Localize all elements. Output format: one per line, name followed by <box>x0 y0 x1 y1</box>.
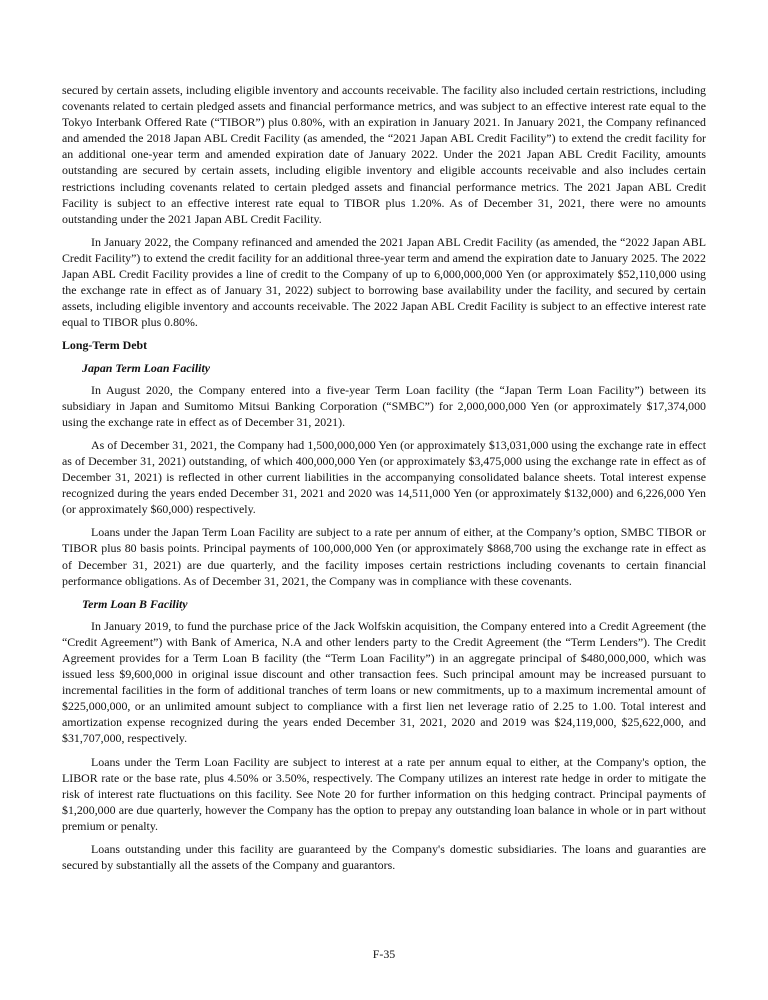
paragraph-japan-abl-2021: secured by certain assets, including eligible inventory and accounts receivable. The facility also included certain restrictions, including covenants related to certain pledged assets and financial performance metrics, and was subject to an effective interest rate equal to the Tokyo Interbank Offered Rate (“TIBOR”) plus 0.80%, with an expiration in January 2021. In January 2021, the Company refinanced and amended the 2018 Japan ABL Credit Facility (as amended, the “2021 Japan ABL Credit Facility”) to extend the credit facility for an additional one-year term and amended expiration date of January 2022. Under the 2021 Japan ABL Credit Facility, amounts outstanding are secured by certain assets, including eligible inventory and eligible accounts receivable and also includes certain restrictions including covenants related to certain pledged assets and financial performance metrics. The 2021 Japan ABL Credit Facility is subject to an effective interest rate equal to TIBOR plus 1.20%. As of December 31, 2021, there were no amounts outstanding under the 2021 Japan ABL Credit Facility. <box>62 83 706 226</box>
subheading-term-loan-b: Term Loan B Facility <box>82 596 188 611</box>
paragraph-term-loan-b-interest: Loans under the Term Loan Facility are subject to interest at a rate per annum equal to either, at the Company's option, the LIBOR rate or the base rate, plus 4.50% or 3.50%, respectively. The Company utilizes an interest rate hedge in order to mitigate the risk of interest rate fluctuations on this facility. See Note 20 for further information on this hedging contract. Principal payments of $1,200,000 are due quarterly, however the Company has the option to prepay any outstanding loan balance in whole or in part without premium or penalty. <box>62 754 706 833</box>
section-heading-long-term-debt: Long-Term Debt <box>62 338 148 353</box>
subheading-japan-term-loan: Japan Term Loan Facility <box>82 360 211 375</box>
paragraph-term-loan-b-intro: In January 2019, to fund the purchase price of the Jack Wolfskin acquisition, the Company entered into a Credit Agreement (the “Credit Agreement”) with Bank of America, N.A and other lenders party to the Credit Agreement (the “Term Lenders”). The Credit Agreement provides for a Term Loan B facility (the “Term Loan Facility”) in an aggregate principal of $480,000,000, which was issued less $9,600,000 in original issue discount and other transaction fees. Such principal amount may be increased pursuant to incremental facilities in the form of additional tranches of term loans or new commitments, up to a maximum incremental amount of $225,000,000, or an unlimited amount subject to compliance with a first lien net leverage ratio of 2.25 to 1.00. Total interest and amortization expense recognized during the years ended December 31, 2021, 2020 and 2019 was $24,119,000, $25,622,000, and $31,707,000, respectively. <box>62 618 706 746</box>
document-body <box>62 82 706 880</box>
paragraph-japan-abl-2022: In January 2022, the Company refinanced and amended the 2021 Japan ABL Credit Facility (as amended, the “2022 Japan ABL Credit Facility”) to extend the credit facility for an additional three-year term and amend the expiration date to January 2025. The 2022 Japan ABL Credit Facility provides a line of credit to the Company of up to 6,000,000,000 Yen (or approximately $52,110,000 using the exchange rate in effect as of January 31, 2022) subject to borrowing base availability under the facility, and secured by certain assets, including eligible inventory and accounts receivable. The 2022 Japan ABL Credit Facility is subject to an effective interest rate equal to TIBOR plus 0.80%. <box>62 234 706 330</box>
paragraph-japan-term-loan-rate: Loans under the Japan Term Loan Facility are subject to a rate per annum of either, at the Company’s option, SMBC TIBOR or TIBOR plus 80 basis points. Principal payments of 100,000,000 Yen (or approximately $868,700 using the exchange rate in effect as of December 31, 2021) are due quarterly, and the facility imposes certain restrictions including covenants to certain financial performance obligations. As of December 31, 2021, the Company was in compliance with these covenants. <box>62 525 706 588</box>
paragraph-japan-term-loan-outstanding: As of December 31, 2021, the Company had 1,500,000,000 Yen (or approximately $13,031,000 using the exchange rate in effect as of December 31, 2021) outstanding, of which 400,000,000 Yen (or approximately $3,475,000 using the exchange rate in effect as of December 31, 2021) is reflected in other current liabilities in the accompanying consolidated balance sheets. Total interest expense recognized during the years ended December 31, 2021 and 2020 was 14,511,000 Yen (or approximately $132,000) and 6,226,000 Yen (or approximately $60,000) respectively. <box>62 437 706 517</box>
paragraph-term-loan-b-guarantee: Loans outstanding under this facility are guaranteed by the Company's domestic subsidiaries. The loans and guaranties are secured by substantially all the assets of the Company and guarantors. <box>62 842 706 873</box>
paragraph-japan-term-loan-intro: In August 2020, the Company entered into a five-year Term Loan facility (the “Japan Term Loan Facility”) between its subsidiary in Japan and Sumitomo Mitsui Banking Corporation (“SMBC”) for 2,000,000,000 Yen (or approximately $17,374,000 using the exchange rate in effect as of December 31, 2021). <box>62 382 706 429</box>
page-number: F-35 <box>372 947 396 961</box>
